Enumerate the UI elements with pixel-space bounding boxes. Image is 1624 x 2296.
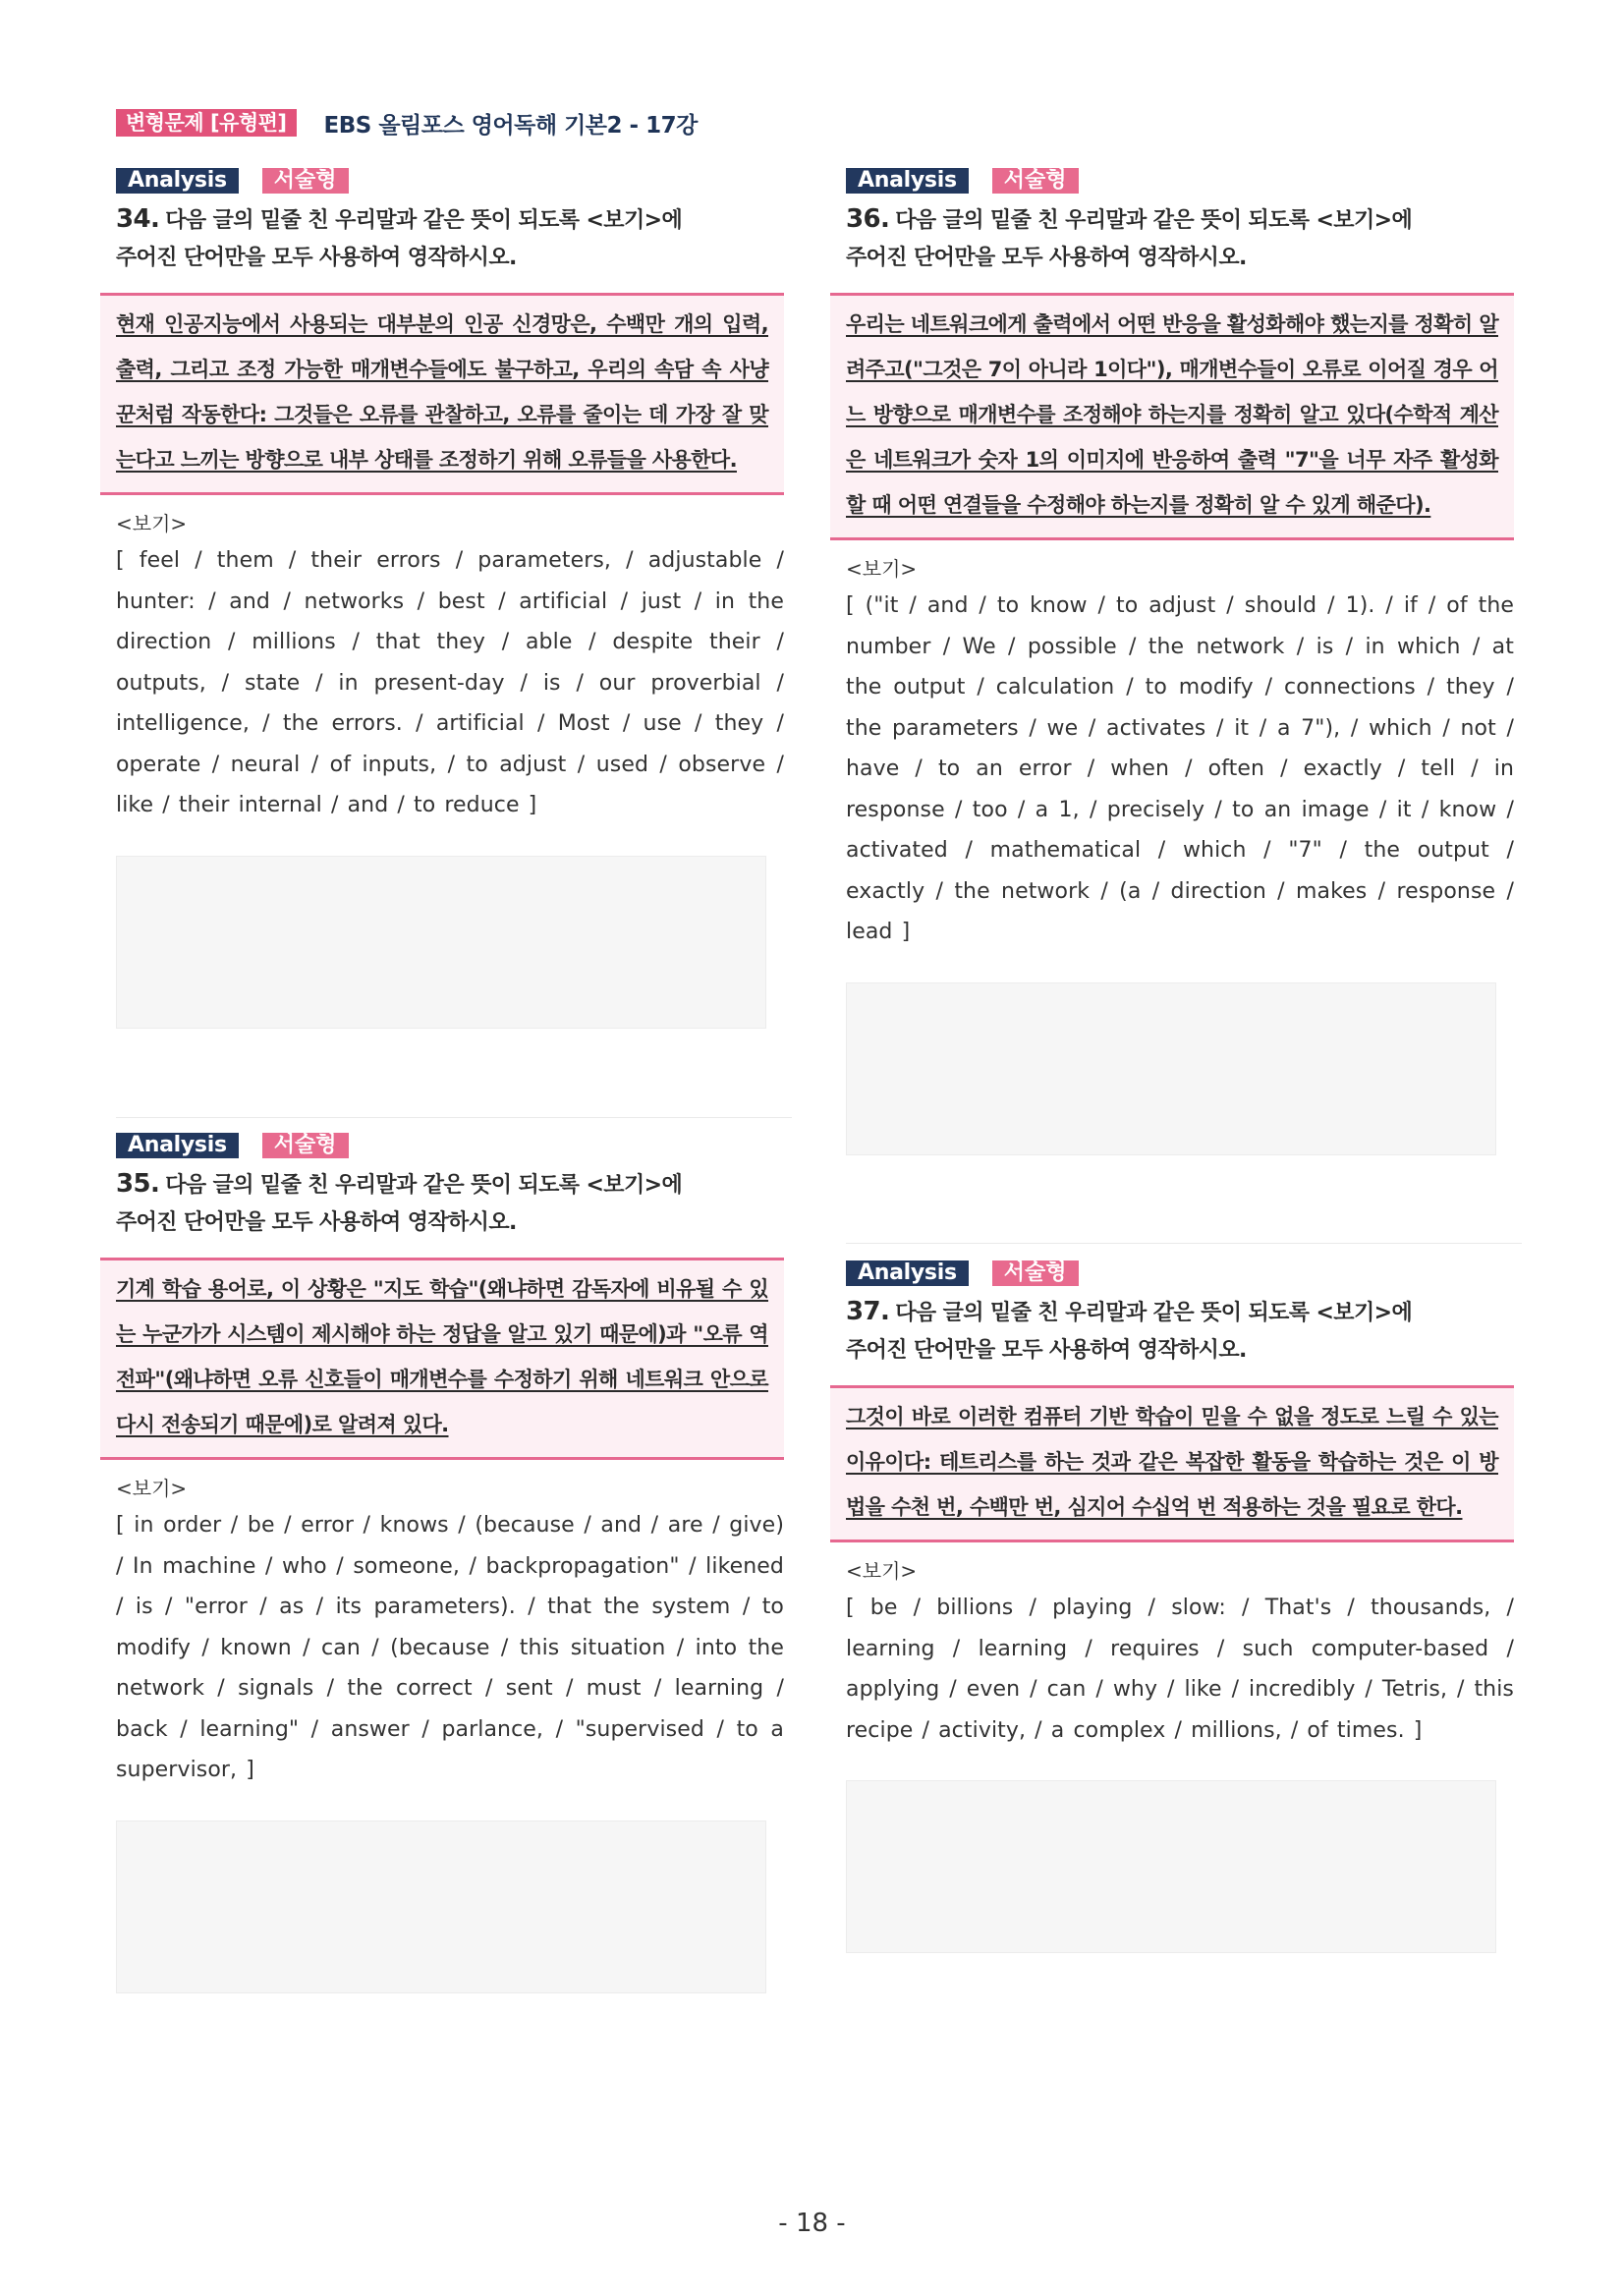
word-bank: [ ("it / and / to know / to adjust / should / 1). / if / of the number / We / possible / the network / is / in which / at the output / calculation / to modify / connections / they / the parameters / we / activates / it / a 7"), / which / not / have / to an error / when / often / exactly / tell / in response / too / a 1, / precisely / to an image / it / know / activated / mathematical / which / "7" / the output / exactly / the network / (a / direction / makes / response / lead ]	[846, 593, 1514, 944]
page-number: - 18 -	[778, 2209, 846, 2238]
bogi-label: <보기>	[846, 557, 918, 581]
divider	[116, 1117, 792, 1118]
question-34	[100, 167, 784, 1029]
prompt-line2: 주어진 단어만을 모두 사용하여 영작하시오.	[116, 246, 517, 270]
analysis-badge: Analysis	[116, 1133, 239, 1158]
prompt-line2: 주어진 단어만을 모두 사용하여 영작하시오.	[846, 246, 1247, 270]
underlined-text: 현재 인공지능에서 사용되는 대부분의 인공 신경망은, 수백만 개의 입력, 출력, 그리고 조정 가능한 매개변수들에도 불구하고, 우리의 속담 속 사냥꾼처럼 작동한다: 그것들은 오류를 관찰하고, 오류를 줄이는 데 가장 잘 맞는다고 느끼는 방향으로 내부 상태를 조정하기 위해 오류들을 사용한다.	[116, 312, 768, 472]
question-badges	[846, 167, 1514, 195]
divider	[846, 1243, 1522, 1244]
question-prompt	[846, 1293, 1494, 1370]
question-number: 36.	[846, 204, 890, 234]
question-number: 35.	[116, 1169, 160, 1199]
underlined-text: 우리는 네트워크에게 출력에서 어떤 반응을 활성화해야 했는지를 정확히 알려주고("그것은 7이 아니라 1이다"), 매개변수들이 오류로 이어질 경우 어느 방향으로 매개변수를 조정해야 하는지를 정확히 알고 있다(수학적 계산은 네트워크가 숫자 1의 이미지에 반응하여 출력 "7"을 너무 자주 활성화할 때 어떤 연결들을 수정해야 하는지를 정확히 알 수 있게 해준다).	[846, 312, 1498, 517]
prompt-line1: 다음 글의 밑줄 친 우리말과 같은 뜻이 되도록 <보기>에	[165, 1173, 683, 1198]
korean-passage	[100, 293, 784, 495]
page-header	[116, 108, 698, 138]
prompt-line2: 주어진 단어만을 모두 사용하여 영작하시오.	[116, 1210, 517, 1235]
question-badges	[116, 1132, 784, 1159]
analysis-badge: Analysis	[846, 1260, 969, 1286]
question-37	[830, 1260, 1514, 1953]
type-badge: 서술형	[262, 168, 349, 194]
type-badge: 서술형	[992, 1260, 1079, 1286]
prompt-line1: 다음 글의 밑줄 친 우리말과 같은 뜻이 되도록 <보기>에	[895, 208, 1413, 233]
question-35	[100, 1132, 784, 1993]
word-bank: [ feel / them / their errors / parameters, / adjustable / hunter: / and / networks / best / artificial / just / in the direction / millions / that they / able / despite their / outputs, / state / in present-day / is / our proverbial / intelligence, / the errors. / artificial / Most / use / they / operate / neural / of inputs, / to adjust / used / observe / like / their internal / and / to reduce ]	[116, 548, 784, 817]
type-badge: 서술형	[992, 168, 1079, 194]
underlined-text: 그것이 바로 이러한 컴퓨터 기반 학습이 믿을 수 없을 정도로 느릴 수 있는 이유이다: 테트리스를 하는 것과 같은 복잡한 활동을 학습하는 것은 이 방법을 수천 번, 수백만 번, 심지어 수십억 번 적용하는 것을 필요로 한다.	[846, 1405, 1498, 1519]
bogi-label: <보기>	[116, 512, 188, 535]
korean-passage	[830, 293, 1514, 540]
question-badges	[116, 167, 784, 195]
question-prompt	[116, 1165, 764, 1242]
question-prompt	[846, 200, 1494, 277]
type-badge: 서술형	[262, 1133, 349, 1158]
header-title: EBS 올림포스 영어독해 기본2 - 17강	[323, 112, 698, 139]
answer-box[interactable]	[846, 1780, 1496, 1953]
prompt-line1: 다음 글의 밑줄 친 우리말과 같은 뜻이 되도록 <보기>에	[165, 208, 683, 233]
question-number: 37.	[846, 1297, 890, 1326]
prompt-line1: 다음 글의 밑줄 친 우리말과 같은 뜻이 되도록 <보기>에	[895, 1301, 1413, 1325]
question-prompt	[116, 200, 764, 277]
bogi-label: <보기>	[846, 1559, 918, 1583]
prompt-line2: 주어진 단어만을 모두 사용하여 영작하시오.	[846, 1338, 1247, 1363]
bogi-label: <보기>	[116, 1477, 188, 1500]
word-bank: [ in order / be / error / knows / (because / and / are / give) / In machine / who / someone, / backpropagation" / likened / is / "error / as / its parameters). / that the system / to modify / known / can / (because / this situation / into the network / signals / the correct / sent / must / learning / back / learning" / answer / parlance, / "supervised / to a supervisor, ]	[116, 1513, 784, 1782]
question-36	[830, 167, 1514, 1155]
korean-passage	[830, 1385, 1514, 1542]
underlined-text: 기계 학습 용어로, 이 상황은 "지도 학습"(왜냐하면 감독자에 비유될 수 있는 누군가가 시스템이 제시해야 하는 정답을 알고 있기 때문에)과 "오류 역전파"(왜냐하면 오류 신호들이 매개변수를 수정하기 위해 네트워크 안으로 다시 전송되기 때문에)로 알려져 있다.	[116, 1277, 768, 1436]
header-tag: 변형문제 [유형편]	[116, 109, 297, 137]
answer-box[interactable]	[846, 982, 1496, 1155]
word-bank: [ be / billions / playing / slow: / That's / thousands, / learning / learning / requires / such computer-based / applying / even / can / why / like / incredibly / Tetris, / this recipe / activity, / a complex / millions, / of times. ]	[846, 1596, 1514, 1743]
answer-box[interactable]	[116, 856, 766, 1029]
korean-passage	[100, 1258, 784, 1460]
answer-box[interactable]	[116, 1820, 766, 1993]
analysis-badge: Analysis	[846, 168, 969, 194]
question-number: 34.	[116, 204, 160, 234]
analysis-badge: Analysis	[116, 168, 239, 194]
question-badges	[846, 1260, 1514, 1287]
